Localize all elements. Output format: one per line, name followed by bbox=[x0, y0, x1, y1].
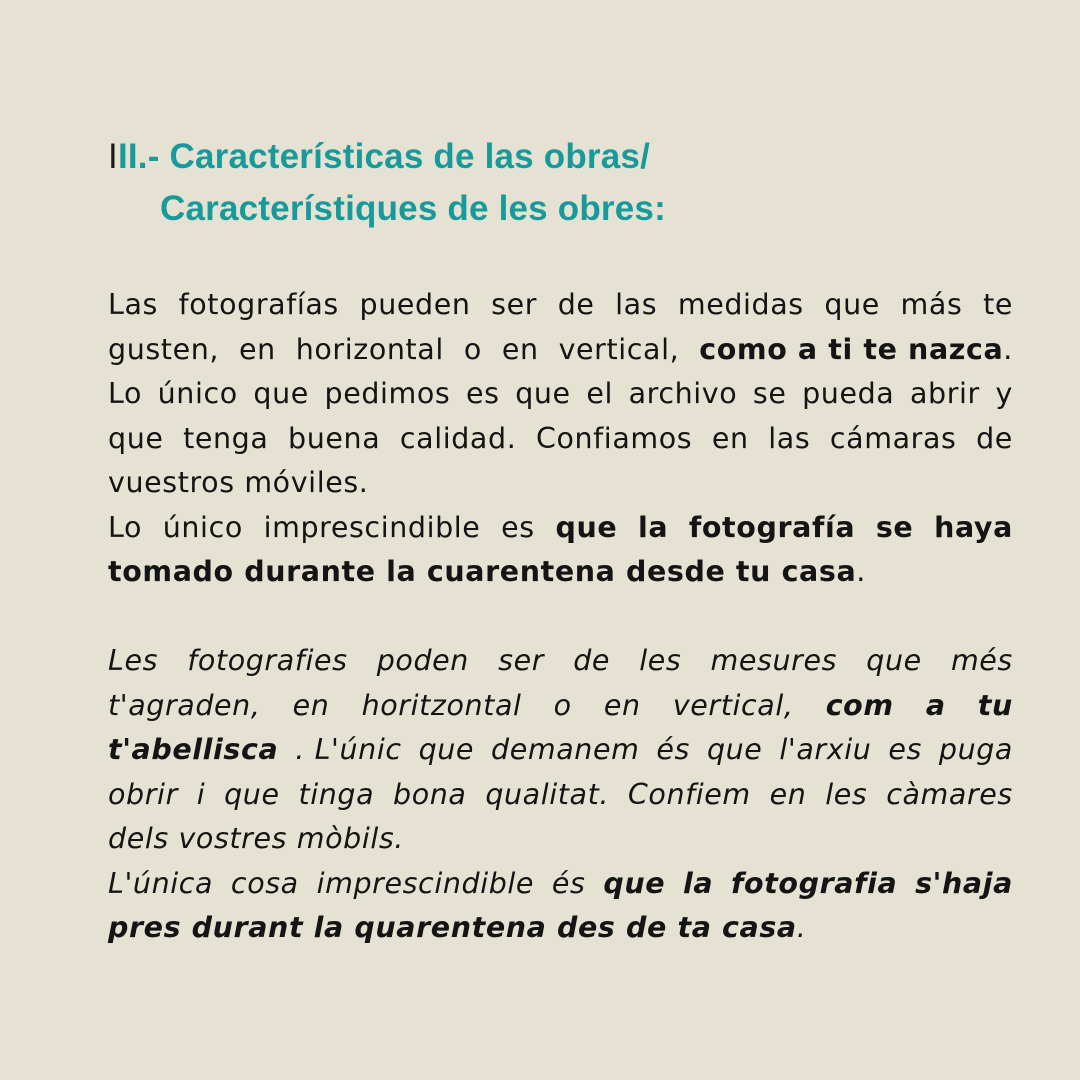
es-period-1: . bbox=[1003, 332, 1013, 366]
word: Les bbox=[108, 644, 159, 677]
word: medidas bbox=[677, 288, 804, 321]
es-line-6 bbox=[108, 506, 1013, 551]
word: Lo bbox=[108, 510, 143, 544]
word: s'haja bbox=[915, 866, 1013, 900]
word: tenga bbox=[183, 421, 269, 455]
word: que bbox=[824, 288, 880, 321]
word: que bbox=[253, 377, 309, 410]
es-bold-phrase-1: como a ti te nazca bbox=[699, 332, 1004, 366]
word: fotografia bbox=[731, 866, 898, 900]
word: Lo bbox=[108, 377, 143, 410]
word: en bbox=[603, 688, 641, 722]
word: tu bbox=[977, 688, 1013, 722]
word: que bbox=[108, 421, 164, 455]
word: las bbox=[768, 421, 811, 455]
word: o bbox=[463, 332, 482, 366]
word: en bbox=[501, 332, 539, 366]
word: y bbox=[995, 377, 1013, 410]
word: Confiem bbox=[627, 777, 751, 811]
word: vertical, bbox=[672, 688, 794, 722]
word: la bbox=[682, 866, 714, 900]
word: tinga bbox=[298, 777, 375, 811]
paragraph-spanish bbox=[108, 283, 1013, 595]
word: L'única bbox=[108, 866, 214, 900]
word: la bbox=[637, 510, 669, 544]
word: en bbox=[711, 421, 749, 455]
word: único bbox=[157, 377, 238, 410]
word: vertical, bbox=[558, 332, 680, 366]
word: es bbox=[466, 377, 500, 410]
word: o bbox=[553, 688, 572, 722]
es-period-2: . bbox=[856, 555, 866, 588]
word: i bbox=[196, 777, 206, 811]
word: abrir bbox=[909, 377, 980, 410]
word: puga bbox=[938, 733, 1013, 766]
word: pedimos bbox=[324, 377, 451, 410]
paragraph-catalan bbox=[108, 639, 1013, 951]
heading-initial: I bbox=[108, 137, 118, 176]
word: bona bbox=[393, 777, 467, 811]
ca-bold-word: t'abellisca bbox=[108, 733, 279, 766]
word: es bbox=[501, 510, 535, 544]
word: poden bbox=[376, 644, 469, 677]
word: qualitat. bbox=[485, 777, 610, 811]
word: de bbox=[557, 288, 595, 321]
word: més bbox=[950, 644, 1013, 677]
word: és bbox=[656, 733, 690, 766]
es-line-5: vuestros móviles. bbox=[108, 466, 369, 499]
word: te bbox=[983, 288, 1013, 321]
es-line-2 bbox=[108, 328, 1013, 373]
word: les bbox=[639, 644, 682, 677]
ca-line-5: dels vostres mòbils. bbox=[108, 822, 404, 855]
word: fotografía bbox=[688, 510, 856, 544]
word: archivo bbox=[628, 377, 738, 410]
word: calidad. bbox=[399, 421, 517, 455]
word: que bbox=[224, 777, 280, 811]
word: Confiamos bbox=[535, 421, 693, 455]
ca-line-1 bbox=[108, 639, 1013, 684]
word: . L'únic bbox=[295, 733, 402, 766]
word: a bbox=[925, 688, 946, 722]
word: en bbox=[238, 332, 276, 366]
word: fotografies bbox=[187, 644, 348, 677]
word: pueden bbox=[359, 288, 471, 321]
word: que bbox=[555, 510, 618, 544]
word: de bbox=[976, 421, 1013, 455]
es-line-1 bbox=[108, 283, 1013, 328]
word: único bbox=[162, 510, 243, 544]
heading-spanish-text: II.- Características de las obras/ bbox=[117, 137, 650, 176]
ca-period: . bbox=[796, 911, 807, 944]
word: les bbox=[825, 777, 868, 811]
word: en bbox=[292, 688, 330, 722]
word: gusten, bbox=[108, 332, 220, 366]
word: mesures bbox=[710, 644, 838, 677]
word: cosa bbox=[230, 866, 299, 900]
word: obrir bbox=[108, 777, 178, 811]
word: es bbox=[888, 733, 922, 766]
word: fotografías bbox=[178, 288, 339, 321]
ca-bold-phrase: pres durant la quarentena des de ta casa bbox=[108, 911, 797, 944]
word: de bbox=[573, 644, 611, 677]
word: cámaras bbox=[829, 421, 957, 455]
es-bold-phrase-2: tomado durante la cuarentena desde tu casa bbox=[108, 555, 857, 588]
word: Las bbox=[108, 288, 158, 321]
ca-line-7 bbox=[108, 906, 1013, 951]
word: horitzontal bbox=[361, 688, 522, 722]
word: que bbox=[706, 733, 763, 766]
ca-line-4 bbox=[108, 773, 1013, 818]
word: horizontal bbox=[295, 332, 444, 366]
heading-line-spanish bbox=[108, 131, 988, 183]
word: se bbox=[752, 377, 787, 410]
es-line-4 bbox=[108, 417, 1013, 462]
word: se bbox=[875, 510, 914, 544]
word: las bbox=[615, 288, 658, 321]
word: en bbox=[769, 777, 807, 811]
word: com bbox=[825, 688, 894, 722]
ca-line-6 bbox=[108, 862, 1013, 907]
ca-line-3 bbox=[108, 728, 1013, 773]
section-heading bbox=[108, 131, 988, 235]
word: càmares bbox=[886, 777, 1013, 811]
word: que bbox=[418, 733, 475, 766]
word: haya bbox=[934, 510, 1013, 544]
word: que bbox=[866, 644, 922, 677]
es-bold-with-period bbox=[699, 328, 1013, 373]
word: l'arxiu bbox=[779, 733, 872, 766]
word: que bbox=[515, 377, 571, 410]
word: és bbox=[551, 866, 586, 900]
es-line-7 bbox=[108, 550, 1013, 595]
heading-line-catalan: Característiques de les obres: bbox=[160, 189, 666, 228]
word: que bbox=[603, 866, 666, 900]
word: ser bbox=[491, 288, 538, 321]
word: ser bbox=[498, 644, 545, 677]
word: demanem bbox=[491, 733, 640, 766]
word: el bbox=[586, 377, 613, 410]
word: pueda bbox=[802, 377, 895, 410]
word: t'agraden, bbox=[108, 688, 261, 722]
ca-line-2 bbox=[108, 684, 1013, 729]
word: más bbox=[900, 288, 963, 321]
word: imprescindible bbox=[263, 510, 481, 544]
word: imprescindible bbox=[316, 866, 535, 900]
es-line-3 bbox=[108, 372, 1013, 417]
word: buena bbox=[288, 421, 381, 455]
